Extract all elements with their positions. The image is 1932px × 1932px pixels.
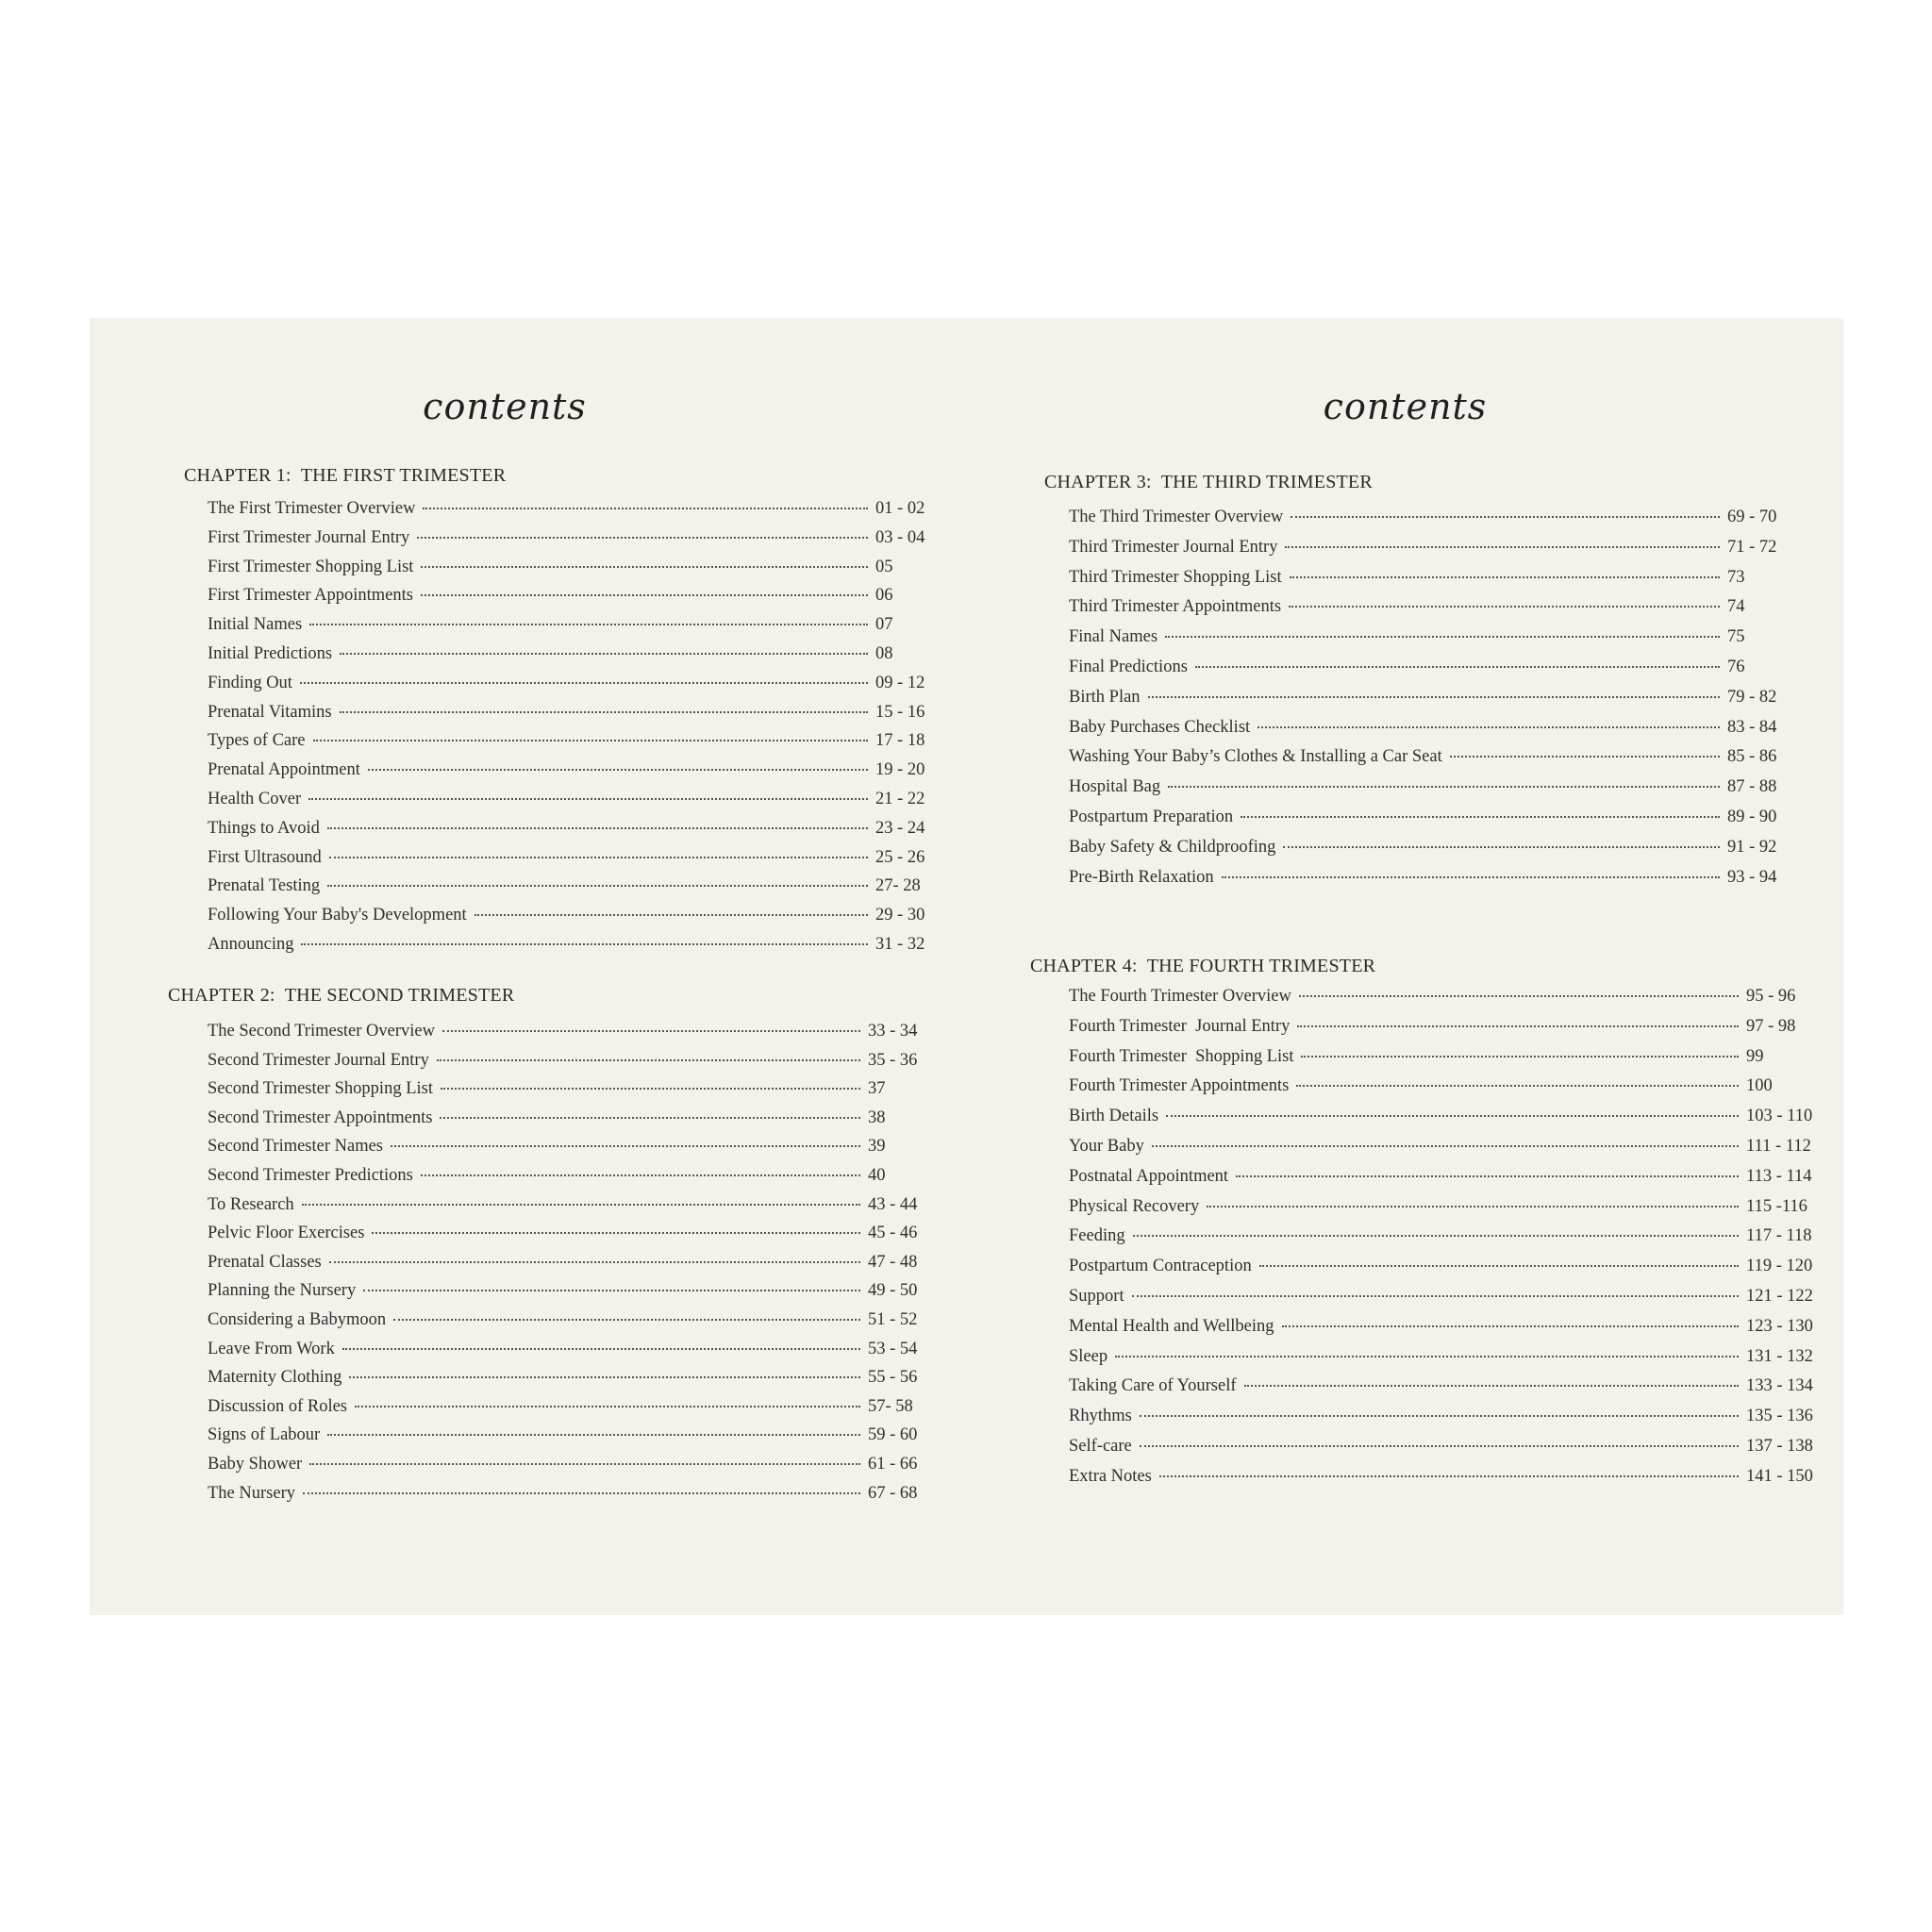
toc-entry-label: Signs of Labour xyxy=(208,1425,321,1445)
toc-entry-label: Final Predictions xyxy=(1069,657,1188,676)
toc-entry-page-range: 39 xyxy=(868,1137,886,1157)
toc-entry-page-range: 03 - 04 xyxy=(875,527,925,547)
dot-leader xyxy=(421,566,868,568)
toc-entry[interactable] xyxy=(208,1425,926,1455)
toc-entry[interactable] xyxy=(1069,718,1786,748)
dot-leader xyxy=(301,943,868,945)
dot-leader xyxy=(423,508,868,509)
toc-entry[interactable] xyxy=(208,586,934,615)
toc-entry-page-range: 91 - 92 xyxy=(1727,837,1777,857)
toc-entry-label: Baby Shower xyxy=(208,1454,303,1474)
toc-entry[interactable] xyxy=(1069,538,1786,568)
dot-leader xyxy=(391,1145,860,1147)
toc-entry-label: Baby Safety & Childproofing xyxy=(1069,837,1276,857)
toc-entry-label: Postnatal Appointment xyxy=(1069,1166,1229,1186)
dot-leader xyxy=(1291,516,1720,518)
toc-entry-label: Washing Your Baby’s Clothes & Installing a Car Seat xyxy=(1069,747,1442,767)
dot-leader xyxy=(421,1174,860,1176)
toc-entry-page-range: 47 - 48 xyxy=(868,1252,918,1272)
toc-entry-label: Second Trimester Shopping List xyxy=(208,1079,433,1099)
chapter-heading: CHAPTER 3: THE THIRD TRIMESTER xyxy=(1044,472,1373,492)
toc-entry[interactable] xyxy=(1069,568,1786,598)
dot-leader xyxy=(1133,1235,1739,1237)
dot-leader xyxy=(441,1088,860,1090)
toc-entry[interactable] xyxy=(208,790,934,819)
toc-entry[interactable] xyxy=(208,935,934,964)
toc-entry-label: Second Trimester Names xyxy=(208,1137,384,1157)
toc-list-chapter-4 xyxy=(1069,987,1813,1497)
chapter-heading: CHAPTER 4: THE FOURTH TRIMESTER xyxy=(1030,956,1376,976)
dot-leader xyxy=(327,1434,860,1436)
dot-leader xyxy=(1282,1325,1739,1327)
toc-entry-label: Initial Names xyxy=(208,615,303,635)
toc-entry-page-range: 27- 28 xyxy=(875,876,921,896)
dot-leader xyxy=(1168,786,1720,788)
toc-entry-label: Pelvic Floor Exercises xyxy=(208,1224,365,1243)
dot-leader xyxy=(302,1204,860,1206)
dot-leader xyxy=(1297,1025,1739,1027)
toc-entry[interactable] xyxy=(1069,1436,1813,1467)
toc-entry-label: Physical Recovery xyxy=(1069,1196,1200,1216)
toc-entry[interactable] xyxy=(208,674,934,703)
toc-entry-page-range: 67 - 68 xyxy=(868,1483,918,1503)
toc-entry-page-range: 09 - 12 xyxy=(875,673,925,692)
toc-entry-page-range: 33 - 34 xyxy=(868,1022,918,1041)
toc-list-chapter-3 xyxy=(1069,508,1786,897)
dot-leader xyxy=(300,682,868,684)
toc-entry-label: Pre-Birth Relaxation xyxy=(1069,867,1214,887)
toc-entry[interactable] xyxy=(208,1281,926,1310)
dot-leader xyxy=(342,1348,860,1350)
toc-entry-page-range: 95 - 96 xyxy=(1746,987,1796,1006)
toc-entry[interactable] xyxy=(1069,1166,1812,1197)
dot-leader xyxy=(1283,846,1720,848)
toc-entry[interactable] xyxy=(1069,1047,1805,1077)
toc-entry[interactable] xyxy=(1069,1376,1813,1407)
dot-leader xyxy=(327,827,868,829)
toc-entry-page-range: 85 - 86 xyxy=(1727,747,1777,767)
dot-leader xyxy=(1132,1295,1739,1297)
dot-leader xyxy=(393,1319,860,1321)
toc-entry[interactable] xyxy=(1069,1017,1805,1047)
toc-entry[interactable] xyxy=(1069,987,1805,1017)
toc-entry[interactable] xyxy=(1069,1107,1813,1137)
toc-entry-label: First Trimester Journal Entry xyxy=(208,527,410,547)
toc-entry[interactable] xyxy=(208,876,934,906)
toc-entry-page-range: 119 - 120 xyxy=(1746,1257,1813,1276)
toc-entry-page-range: 87 - 88 xyxy=(1727,777,1777,797)
toc-entry-label: The Fourth Trimester Overview xyxy=(1069,987,1291,1006)
toc-entry-label: Postpartum Preparation xyxy=(1069,807,1234,826)
toc-entry[interactable] xyxy=(1069,1286,1813,1317)
toc-entry-page-range: 115 -116 xyxy=(1746,1196,1807,1216)
toc-entry-page-range: 40 xyxy=(868,1165,886,1185)
toc-entry-label: Your Baby xyxy=(1069,1136,1144,1156)
dot-leader xyxy=(417,537,868,539)
toc-entry-label: Types of Care xyxy=(208,731,306,751)
toc-entry-page-range: 89 - 90 xyxy=(1727,807,1777,826)
dot-leader xyxy=(1115,1356,1739,1357)
toc-entry-page-range: 71 - 72 xyxy=(1727,537,1777,557)
dot-leader xyxy=(1207,1206,1739,1208)
toc-entry-page-range: 05 xyxy=(875,557,893,576)
toc-entry[interactable] xyxy=(208,1195,926,1224)
toc-entry[interactable] xyxy=(208,1310,926,1340)
toc-entry-label: Extra Notes xyxy=(1069,1466,1152,1486)
toc-entry[interactable] xyxy=(208,528,934,558)
toc-entry[interactable] xyxy=(1069,1466,1813,1497)
dot-leader xyxy=(340,711,868,713)
toc-entry[interactable] xyxy=(1069,508,1786,538)
toc-entry[interactable] xyxy=(1069,838,1786,868)
dot-leader xyxy=(329,857,868,858)
dot-leader xyxy=(355,1406,860,1407)
toc-entry-page-range: 73 xyxy=(1727,567,1745,587)
dot-leader xyxy=(1159,1475,1739,1477)
dot-leader xyxy=(309,1463,860,1465)
toc-entry[interactable] xyxy=(1069,868,1786,898)
toc-entry[interactable] xyxy=(208,1224,926,1253)
toc-entry-page-range: 97 - 98 xyxy=(1746,1016,1796,1036)
toc-entry-page-range: 23 - 24 xyxy=(875,818,925,838)
toc-entry-label: Third Trimester Journal Entry xyxy=(1069,537,1278,557)
toc-entry-label: Hospital Bag xyxy=(1069,777,1161,797)
chapter-heading: CHAPTER 1: THE FIRST TRIMESTER xyxy=(184,465,507,486)
toc-entry-page-range: 99 xyxy=(1746,1046,1764,1066)
toc-entry[interactable] xyxy=(208,1368,926,1397)
dot-leader xyxy=(327,885,868,887)
toc-list-chapter-2 xyxy=(208,1022,926,1512)
toc-entry-page-range: 83 - 84 xyxy=(1727,717,1777,737)
dot-leader xyxy=(1244,1385,1739,1387)
contents-title: contents xyxy=(1323,386,1488,427)
toc-entry[interactable] xyxy=(208,1022,926,1051)
dot-leader xyxy=(421,594,868,596)
toc-entry[interactable] xyxy=(208,1397,926,1426)
toc-entry-label: Prenatal Classes xyxy=(208,1252,322,1272)
toc-entry[interactable] xyxy=(1069,1226,1812,1257)
toc-entry[interactable] xyxy=(1069,1257,1813,1287)
toc-entry-label: Prenatal Appointment xyxy=(208,760,360,780)
toc-entry-page-range: 49 - 50 xyxy=(868,1281,918,1301)
dot-leader xyxy=(1299,995,1739,997)
toc-entry[interactable] xyxy=(208,819,934,848)
toc-entry-label: Final Names xyxy=(1069,627,1158,647)
toc-entry[interactable] xyxy=(208,1253,926,1282)
toc-entry-page-range: 31 - 32 xyxy=(875,934,925,954)
toc-entry-page-range: 135 - 136 xyxy=(1746,1407,1813,1426)
dot-leader xyxy=(1222,876,1720,878)
toc-entry[interactable] xyxy=(1069,1407,1813,1437)
toc-entry-page-range: 37 xyxy=(868,1079,886,1099)
dot-leader xyxy=(372,1232,860,1234)
toc-entry-label: Fourth Trimester Journal Entry xyxy=(1069,1016,1291,1036)
toc-entry-label: Self-care xyxy=(1069,1436,1132,1456)
toc-entry[interactable] xyxy=(208,1051,926,1080)
dot-leader xyxy=(1140,1445,1739,1447)
toc-entry-page-range: 29 - 30 xyxy=(875,906,925,925)
toc-entry-page-range: 51 - 52 xyxy=(868,1309,918,1329)
toc-entry-label: Health Cover xyxy=(208,789,302,808)
toc-entry-label: Following Your Baby's Development xyxy=(208,906,467,925)
dot-leader xyxy=(303,1492,860,1494)
toc-entry[interactable] xyxy=(1069,1076,1805,1107)
toc-entry-page-range: 53 - 54 xyxy=(868,1339,918,1358)
toc-entry[interactable] xyxy=(208,1455,926,1484)
toc-entry-label: Prenatal Testing xyxy=(208,876,321,896)
dot-leader xyxy=(368,769,868,771)
dot-leader xyxy=(329,1261,860,1263)
toc-entry[interactable] xyxy=(208,1484,926,1513)
toc-entry[interactable] xyxy=(208,1340,926,1369)
toc-entry-label: Fourth Trimester Shopping List xyxy=(1069,1046,1294,1066)
toc-entry-label: Discussion of Roles xyxy=(208,1396,347,1416)
contents-title: contents xyxy=(423,386,587,427)
toc-entry-label: First Ultrasound xyxy=(208,847,322,867)
chapter-heading: CHAPTER 2: THE SECOND TRIMESTER xyxy=(168,985,515,1006)
toc-list-chapter-1 xyxy=(208,499,934,964)
toc-entry-label: First Trimester Shopping List xyxy=(208,557,414,576)
toc-entry-label: Announcing xyxy=(208,934,294,954)
toc-entry[interactable] xyxy=(1069,688,1786,718)
toc-entry-page-range: 45 - 46 xyxy=(868,1224,918,1243)
left-page xyxy=(90,318,967,1615)
dot-leader xyxy=(340,653,868,655)
toc-entry-page-range: 100 xyxy=(1746,1076,1773,1096)
toc-entry-page-range: 137 - 138 xyxy=(1746,1436,1813,1456)
toc-entry-label: Postpartum Contraception xyxy=(1069,1257,1252,1276)
toc-entry-page-range: 141 - 150 xyxy=(1746,1466,1813,1486)
toc-entry-label: To Research xyxy=(208,1194,294,1214)
toc-entry-page-range: 25 - 26 xyxy=(875,847,925,867)
toc-entry[interactable] xyxy=(208,1108,926,1138)
dot-leader xyxy=(1289,606,1720,608)
dot-leader xyxy=(1301,1056,1739,1058)
toc-entry-label: Baby Purchases Checklist xyxy=(1069,717,1251,737)
toc-entry[interactable] xyxy=(208,558,934,587)
toc-entry[interactable] xyxy=(208,731,934,760)
toc-entry-page-range: 103 - 110 xyxy=(1746,1107,1813,1126)
dot-leader xyxy=(1290,576,1720,578)
toc-entry-label: Third Trimester Appointments xyxy=(1069,597,1282,617)
toc-entry-page-range: 43 - 44 xyxy=(868,1194,918,1214)
toc-entry-label: The Third Trimester Overview xyxy=(1069,508,1284,526)
toc-entry-label: Birth Details xyxy=(1069,1107,1159,1126)
toc-entry[interactable] xyxy=(208,703,934,732)
toc-entry-label: Planning the Nursery xyxy=(208,1281,357,1301)
dot-leader xyxy=(1166,1115,1739,1117)
toc-entry[interactable] xyxy=(208,760,934,790)
toc-entry-page-range: 69 - 70 xyxy=(1727,508,1777,526)
toc-entry[interactable] xyxy=(208,906,934,935)
toc-entry-page-range: 07 xyxy=(875,615,893,635)
dot-leader xyxy=(309,624,868,625)
toc-entry[interactable] xyxy=(1069,747,1786,777)
toc-entry-label: Prenatal Vitamins xyxy=(208,702,332,722)
toc-entry-label: Things to Avoid xyxy=(208,818,320,838)
toc-entry-label: Third Trimester Shopping List xyxy=(1069,567,1282,587)
toc-entry-page-range: 01 - 02 xyxy=(875,499,925,518)
dot-leader xyxy=(440,1117,860,1119)
toc-entry-label: The First Trimester Overview xyxy=(208,499,416,518)
dot-leader xyxy=(1236,1175,1739,1177)
dot-leader xyxy=(1148,696,1720,698)
dot-leader xyxy=(1257,726,1720,728)
toc-entry-label: Support xyxy=(1069,1286,1124,1306)
toc-entry-page-range: 75 xyxy=(1727,627,1745,647)
toc-entry-label: Birth Plan xyxy=(1069,687,1141,707)
toc-entry-label: Second Trimester Predictions xyxy=(208,1165,413,1185)
dot-leader xyxy=(1152,1145,1739,1147)
toc-entry-page-range: 59 - 60 xyxy=(868,1425,918,1445)
toc-entry-page-range: 15 - 16 xyxy=(875,702,925,722)
toc-entry-label: The Nursery xyxy=(208,1483,295,1503)
dot-leader xyxy=(442,1030,860,1032)
toc-entry[interactable] xyxy=(1069,658,1786,688)
toc-entry-page-range: 38 xyxy=(868,1108,886,1127)
toc-entry-label: First Trimester Appointments xyxy=(208,586,413,606)
toc-entry-page-range: 61 - 66 xyxy=(868,1454,918,1474)
toc-entry-page-range: 133 - 134 xyxy=(1746,1376,1813,1396)
toc-entry-label: Leave From Work xyxy=(208,1339,335,1358)
toc-entry-page-range: 93 - 94 xyxy=(1727,867,1777,887)
toc-entry-page-range: 117 - 118 xyxy=(1746,1226,1812,1246)
toc-entry-label: Considering a Babymoon xyxy=(208,1309,387,1329)
dot-leader xyxy=(475,914,868,916)
dot-leader xyxy=(308,798,868,800)
dot-leader xyxy=(437,1059,860,1061)
toc-entry-page-range: 19 - 20 xyxy=(875,760,925,780)
dot-leader xyxy=(313,740,868,741)
toc-entry[interactable] xyxy=(208,615,934,644)
toc-entry-page-range: 121 - 122 xyxy=(1746,1286,1813,1306)
toc-entry-page-range: 76 xyxy=(1727,657,1745,676)
toc-entry-page-range: 06 xyxy=(875,586,893,606)
dot-leader xyxy=(363,1290,860,1291)
dot-leader xyxy=(1140,1415,1739,1417)
toc-entry-page-range: 35 - 36 xyxy=(868,1050,918,1070)
toc-entry[interactable] xyxy=(1069,1316,1813,1347)
dot-leader xyxy=(1259,1265,1739,1267)
toc-entry[interactable] xyxy=(1069,1197,1805,1227)
toc-entry[interactable] xyxy=(1069,1136,1811,1167)
toc-entry[interactable] xyxy=(208,1137,926,1166)
book-spread xyxy=(90,318,1843,1615)
toc-entry[interactable] xyxy=(208,1166,926,1195)
toc-entry[interactable] xyxy=(208,848,934,877)
toc-entry-page-range: 21 - 22 xyxy=(875,789,925,808)
right-page xyxy=(967,318,1843,1615)
toc-entry[interactable] xyxy=(1069,808,1786,838)
toc-entry-page-range: 113 - 114 xyxy=(1746,1166,1812,1186)
toc-entry-page-range: 111 - 112 xyxy=(1746,1136,1811,1156)
toc-entry-page-range: 74 xyxy=(1727,597,1745,617)
toc-entry-page-range: 08 xyxy=(875,643,893,663)
toc-entry[interactable] xyxy=(208,1079,926,1108)
dot-leader xyxy=(1241,816,1720,818)
toc-entry-label: The Second Trimester Overview xyxy=(208,1022,435,1041)
toc-entry-page-range: 57- 58 xyxy=(868,1396,913,1416)
toc-entry-label: Mental Health and Wellbeing xyxy=(1069,1316,1274,1336)
toc-entry-page-range: 79 - 82 xyxy=(1727,687,1777,707)
toc-entry-page-range: 131 - 132 xyxy=(1746,1346,1813,1366)
toc-entry-label: Second Trimester Journal Entry xyxy=(208,1050,429,1070)
toc-entry-label: Feeding xyxy=(1069,1226,1125,1246)
toc-entry-page-range: 123 - 130 xyxy=(1746,1316,1813,1336)
dot-leader xyxy=(1296,1085,1739,1087)
dot-leader xyxy=(349,1376,860,1378)
toc-entry[interactable] xyxy=(1069,627,1786,658)
toc-entry-label: Taking Care of Yourself xyxy=(1069,1376,1237,1396)
toc-entry[interactable] xyxy=(208,644,934,674)
toc-entry-label: Maternity Clothing xyxy=(208,1368,342,1388)
toc-entry-label: Second Trimester Appointments xyxy=(208,1108,433,1127)
toc-entry[interactable] xyxy=(1069,597,1786,627)
dot-leader xyxy=(1285,546,1720,548)
toc-entry-label: Sleep xyxy=(1069,1346,1108,1366)
toc-entry-label: Initial Predictions xyxy=(208,643,333,663)
toc-entry-label: Fourth Trimester Appointments xyxy=(1069,1076,1290,1096)
toc-entry[interactable] xyxy=(1069,777,1786,808)
dot-leader xyxy=(1450,756,1720,758)
toc-entry-page-range: 55 - 56 xyxy=(868,1368,918,1388)
toc-entry-label: Finding Out xyxy=(208,673,292,692)
toc-entry-label: Rhythms xyxy=(1069,1407,1132,1426)
toc-entry[interactable] xyxy=(1069,1346,1813,1377)
toc-entry-page-range: 17 - 18 xyxy=(875,731,925,751)
dot-leader xyxy=(1165,636,1720,638)
toc-entry[interactable] xyxy=(208,499,934,528)
dot-leader xyxy=(1195,666,1720,668)
